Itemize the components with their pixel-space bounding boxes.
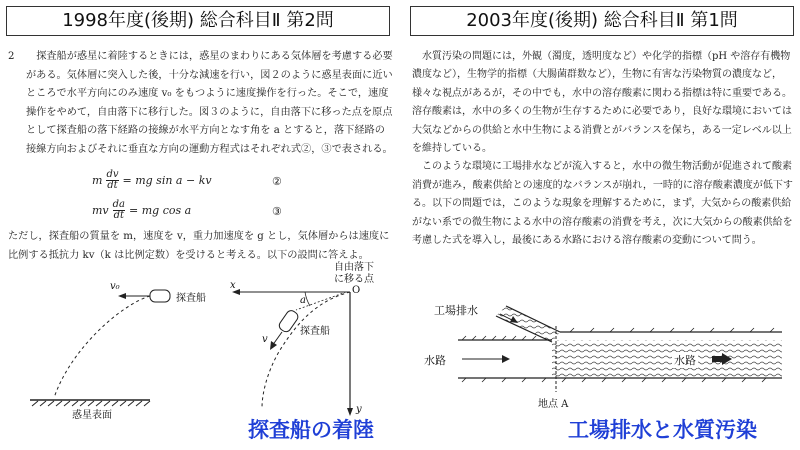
fig3-ship-label: 探査船 xyxy=(300,326,330,337)
eq2-denominator: dt xyxy=(107,180,118,191)
point-a-label: 地点 A xyxy=(538,399,569,410)
right-paragraph-1: 水質汚染の問題には，外観（濁度，透明度など）や化学的指標（pH や溶存有機物濃度など），生物学的指標（大腸菌群数など），生物に有害な汚染物質の濃度など，様々な視点があるが，その中でも，水中の溶存酸素に関わる指標は特に重要である。溶存酸素は，水中の多くの生物が生存するために必要であり，良好な環境においては大気などからの供給と水中生物による消費とがバランスを保ち，ある一定レベル以上を維持している。 xyxy=(412,51,792,155)
fig2-v0-label: v₀ xyxy=(110,281,120,292)
channel-polluted-water xyxy=(552,340,782,378)
right-title: 2003年度(後期) 総合科目Ⅱ 第1問 xyxy=(410,6,794,36)
fig3-v-label: v xyxy=(262,334,268,345)
eq2-lhs: m xyxy=(92,174,103,187)
eq3-number: ③ xyxy=(272,205,282,218)
left-title: 1998年度(後期) 総合科目Ⅱ 第2問 xyxy=(6,6,390,36)
left-problem-text2-body: ただし，探査船の質量を m，速度を v，重力加速度を g とし，気体層からは速度に比例する抵抗力 kv（k は比例定数）を受けると考える。以下の設問に答えよ。 xyxy=(8,231,390,261)
fig3-x-label: x xyxy=(230,280,236,291)
right-caption: 工場排水と水質汚染 xyxy=(568,418,757,442)
channel-hatch-top xyxy=(462,328,774,340)
fig2-ship-label: 探査船 xyxy=(176,293,206,304)
eq2-rhs: = mg sin a − kv xyxy=(122,174,212,187)
eq3-lhs: mv xyxy=(92,204,109,217)
fig3-angle-label: a xyxy=(300,295,306,306)
right-paragraph-2: このような環境に工場排水などが流入すると，水中の微生物活動が促進されて酸素消費が進み，酸素供給との速度的なバランスが崩れ，一時的に溶存酸素濃度が低下する。以下の問題では，このような現象を理解するために，まず，大気からの酸素供給がない系での微生物による水中の溶存酸素の消費を考え，次に大気からの酸素供給を考慮した式を導入し，最後にある水路における溶存酸素の変動について問う。 xyxy=(412,161,793,247)
eq2-number: ② xyxy=(272,175,282,188)
left-caption: 探査船の着陸 xyxy=(248,418,374,442)
eq3-rhs: = mg cos a xyxy=(129,204,192,217)
fig3-y-label: y xyxy=(356,404,362,415)
eq3-numerator: da xyxy=(112,199,126,210)
fig3-origin-label: O xyxy=(352,285,361,296)
inflow-arrowhead xyxy=(502,355,510,363)
eq3-denominator: dt xyxy=(113,210,125,221)
eq2-numerator: dv xyxy=(106,169,119,180)
fig3-start-label-line2: に移る点 xyxy=(334,274,374,285)
fig3-start-label-line1: 自由落下 xyxy=(334,262,374,273)
fig2-surface-label: 惑星表面 xyxy=(72,410,112,421)
question-number: 2 xyxy=(8,51,15,62)
channel-label-right: 水路 xyxy=(674,354,696,367)
left-problem-body: 探査船が惑星に着陸するときには，惑星のまわりにある気体層を考慮する必要がある。気体層に突入した後，十分な減速を行い，図２のように惑星表面に近いところで水平方向にのみ速度 v₀ をもつように速度操作を行った。そこで，速度操作をやめて，自由落下に移行した。図３のように，自由落下に移った点を原点として探査船の落下経路の接線が水平方向となす角を a とすると，落下経路の接線方向およびそれに垂直な方向の運動方程式はそれぞれ式②，③で表される。 xyxy=(26,51,393,155)
drain-label: 工場排水 xyxy=(434,304,478,317)
channel-label-left: 水路 xyxy=(424,354,446,367)
